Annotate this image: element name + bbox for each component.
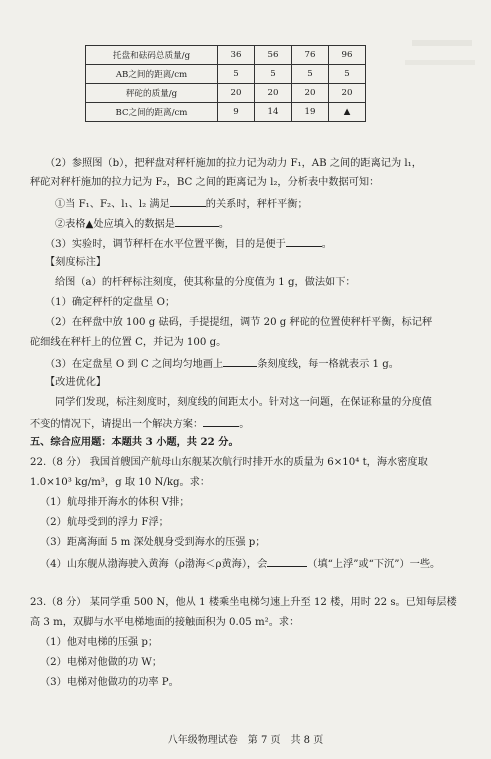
table-cell: 5 <box>218 65 255 84</box>
section-5-heading: 五、综合应用题：本题共 3 小题，共 22 分。 <box>30 436 239 448</box>
table-row <box>86 65 366 84</box>
answer-blank[interactable] <box>286 236 322 247</box>
bleed-through-mark <box>412 40 472 46</box>
question-2-line-1: （2）参照图（b），把秤盘对秤杆施加的拉力记为动力 F₁，AB 之间的距离记为 l₁， <box>45 158 422 169</box>
table-cell: 20 <box>218 84 255 103</box>
table-cell: 56 <box>255 46 292 65</box>
question-22-line-1: 22.（8 分） 我国首艘国产航母山东舰某次航行时排开水的质量为 6×10⁴ t，海水密度取 <box>30 457 428 468</box>
table-row <box>86 103 366 122</box>
table-row <box>86 46 366 65</box>
question-22-part-4: （4）山东舰从渤海驶入黄海（ρ渤海＜ρ黄海），会 （填“上浮”或“下沉”）一些。 <box>40 556 440 571</box>
row-label: 秤砣的质量/g <box>86 84 218 103</box>
scale-step-2-line-1: （2）在秤盘中放 100 g 砝码，手提提纽，调节 20 g 秤砣的位置使秤杆平衡，标记秤 <box>45 317 433 328</box>
question-22-line-2: 1.0×10³ kg/m³，g 取 10 N/kg。求： <box>30 477 211 488</box>
table-cell: 76 <box>292 46 329 65</box>
answer-blank[interactable] <box>170 196 206 207</box>
table-cell: 19 <box>292 103 329 122</box>
page-footer: 八年级物理试卷 第 7 页 共 8 页 <box>167 735 324 746</box>
table-cell: 20 <box>292 84 329 103</box>
table-cell: 20 <box>255 84 292 103</box>
table-cell: 5 <box>329 65 366 84</box>
question-22-part-1: （1）航母排开海水的体积 V排； <box>40 497 190 508</box>
scale-intro: 给图（a）的杆秤标注刻度，使其称量的分度值为 1 g，做法如下： <box>55 277 356 288</box>
data-table <box>85 45 366 122</box>
row-label: BC之间的距离/cm <box>86 103 218 122</box>
scale-step-2-line-2: 砣细线在秤杆上的位置 C，并记为 100 g。 <box>30 337 227 348</box>
table-cell: 96 <box>329 46 366 65</box>
question-23-line-1: 23.（8 分） 某同学重 500 N，他从 1 楼乘坐电梯匀速上升至 12 楼，用时 22 s。已知每层楼 <box>30 597 457 608</box>
improvement-line-1: 同学们发现，标注刻度时，刻度线的间距太小。针对这一问题，在保证称量的分度值 <box>55 397 432 408</box>
answer-blank[interactable] <box>175 216 219 227</box>
answer-blank[interactable] <box>223 356 257 367</box>
scale-step-3: （3）在定盘星 O 到 C 之间均匀地画上 条刻度线，每一格就表示 1 g。 <box>45 356 399 371</box>
table-cell: 9 <box>218 103 255 122</box>
row-label: 托盘和砝码总质量/g <box>86 46 218 65</box>
question-22-part-3: （3）距离海面 5 m 深处舰身受到海水的压强 p； <box>40 537 266 548</box>
question-23-part-2: （2）电梯对他做的功 W； <box>40 657 163 668</box>
table-cell: ▲ <box>329 103 366 122</box>
question-2-item-2: ②表格▲处应填入的数据是 。 <box>55 216 229 231</box>
table-cell: 36 <box>218 46 255 65</box>
heading-improvement: 【改进优化】 <box>45 377 107 388</box>
question-23-part-1: （1）他对电梯的压强 p； <box>40 637 159 648</box>
answer-blank[interactable] <box>203 416 239 427</box>
heading-scale-marking: 【刻度标注】 <box>45 257 107 268</box>
table-cell: 14 <box>255 103 292 122</box>
question-22-part-2: （2）航母受到的浮力 F浮； <box>40 517 169 528</box>
question-23-line-2: 高 3 m，双脚与水平电梯地面的接触面积为 0.05 m²。求： <box>30 617 300 628</box>
table-cell: 5 <box>292 65 329 84</box>
question-2-line-2: 秤砣对秤杆施加的拉力记为 F₂，BC 之间的距离记为 l₂，分析表中数据可知： <box>30 177 380 188</box>
row-label: AB之间的距离/cm <box>86 65 218 84</box>
improvement-line-2: 不变的情况下，请提出一个解决方案： 。 <box>30 416 249 431</box>
answer-blank[interactable] <box>267 556 307 567</box>
table-row <box>86 84 366 103</box>
bleed-through-mark <box>405 60 475 65</box>
table-cell: 5 <box>255 65 292 84</box>
question-3: （3）实验时，调节秤杆在水平位置平衡，目的是便于 。 <box>45 236 332 251</box>
question-2-item-1: ①当 F₁、F₂、l₁、l₂ 满足 的关系时，秤杆平衡； <box>55 196 308 211</box>
scale-step-1: （1）确定秤杆的定盘星 O； <box>45 297 176 308</box>
question-23-part-3: （3）电梯对他做功的功率 P。 <box>40 677 179 688</box>
table-cell: 20 <box>329 84 366 103</box>
